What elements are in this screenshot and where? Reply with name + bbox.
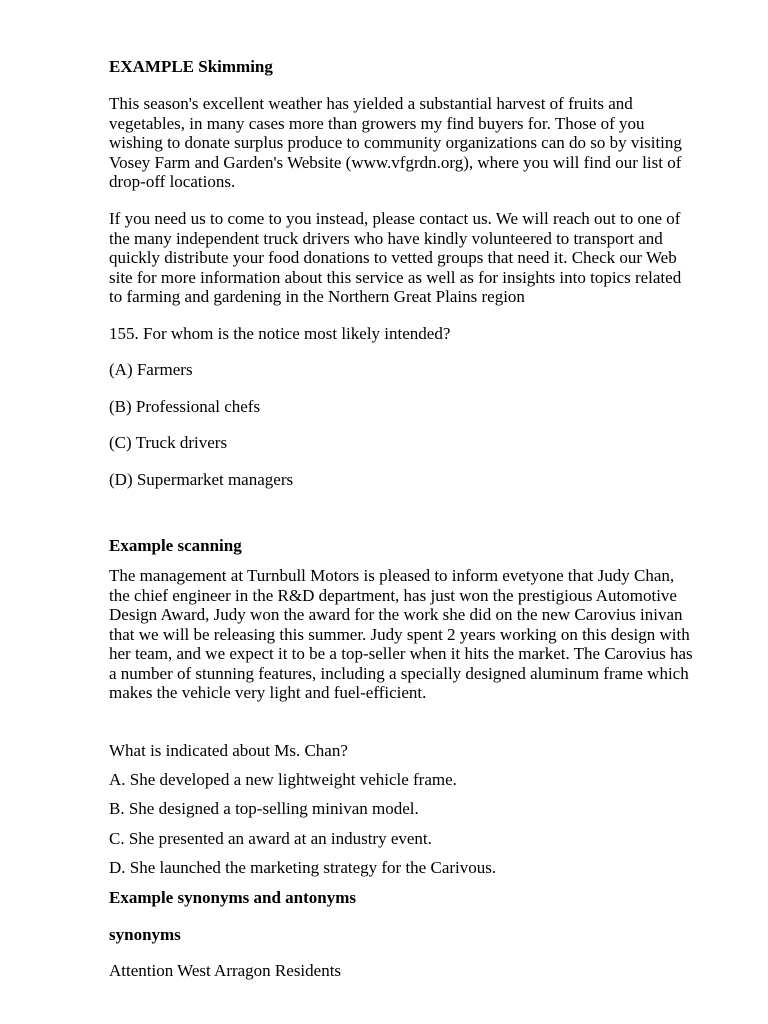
text-line: the many independent truck drivers who have kindly volunteered to transport and <box>109 228 663 248</box>
text-line: Design Award, Judy won the award for the work she did on the new Carovius inivan <box>109 605 683 624</box>
skimming-paragraph-1 <box>109 94 731 192</box>
text-line: makes the vehicle very light and fuel-efficient. <box>109 683 427 702</box>
synonyms-subheading: synonyms <box>109 925 181 944</box>
synonyms-heading: Example synonyms and antonyms <box>109 888 357 907</box>
scanning-paragraph <box>109 566 731 703</box>
text-line: drop-off locations. <box>109 172 236 191</box>
text-line: Vosey Farm and Garden's Website (www.vfgrdn.org), where you will find our list of <box>109 152 682 172</box>
skimming-heading: EXAMPLE Skimming <box>109 57 273 76</box>
text-line: The management at Turnbull Motors is pleased to inform evetyone that Judy Chan, <box>109 566 675 585</box>
skimming-option-c: (C) Truck drivers <box>109 433 228 452</box>
scanning-question: What is indicated about Ms. Chan? <box>109 741 348 760</box>
text-line: wishing to donate surplus produce to community organizations can do so by visiting <box>109 133 682 152</box>
text-line: vegetables, in many cases more than growers my find buyers for. Those of you <box>109 113 645 133</box>
text-line: her team, and we expect it to be a top-seller when it hits the market. The Carovius has <box>109 644 693 663</box>
skimming-option-b: (B) Professional chefs <box>109 397 261 416</box>
skimming-paragraph-2 <box>109 209 731 307</box>
skimming-question: 155. For whom is the notice most likely intended? <box>109 324 451 343</box>
scanning-option-b: B. She designed a top-selling minivan model. <box>109 799 419 818</box>
scanning-heading: Example scanning <box>109 536 242 555</box>
scanning-option-a: A. She developed a new lightweight vehicle frame. <box>109 770 457 789</box>
skimming-option-d: (D) Supermarket managers <box>109 470 294 489</box>
text-line: a number of stunning features, including a specially designed aluminum frame which <box>109 663 689 683</box>
text-line: the chief engineer in the R&D department, has just won the prestigious Automotive <box>109 585 677 605</box>
text-line: This season's excellent weather has yielded a substantial harvest of fruits and <box>109 94 633 113</box>
text-line: If you need us to come to you instead, please contact us. We will reach out to one of <box>109 209 681 228</box>
text-line: quickly distribute your food donations to vetted groups that need it. Check our Web <box>109 248 677 267</box>
scanning-option-c: C. She presented an award at an industry event. <box>109 829 432 848</box>
text-line: that we will be releasing this summer. Judy spent 2 years working on this design with <box>109 624 690 644</box>
text-line: site for more information about this service as well as for insights into topics related <box>109 267 682 287</box>
text-line: to farming and gardening in the Northern Great Plains region <box>109 287 525 306</box>
skimming-option-a: (A) Farmers <box>109 360 193 379</box>
scanning-option-d: D. She launched the marketing strategy for the Carivous. <box>109 858 497 877</box>
synonyms-text: Attention West Arragon Residents <box>109 961 342 980</box>
